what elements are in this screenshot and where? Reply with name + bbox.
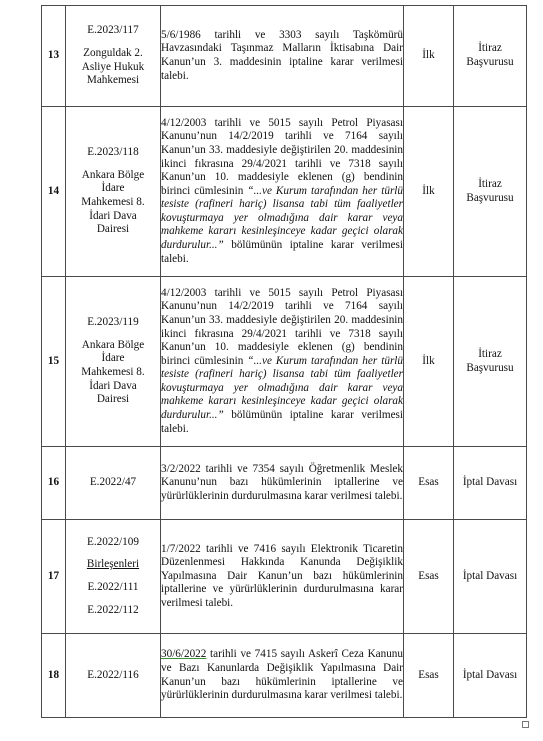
row-number: 14 — [42, 107, 66, 277]
subject-text: bölümünün iptaline karar verilmesi talebi. — [161, 239, 403, 265]
row-number: 17 — [42, 520, 66, 634]
esas-cell — [66, 520, 161, 634]
merged-case-number: E.2022/111 — [87, 581, 139, 593]
court-line: Ankara Bölge — [81, 338, 145, 351]
application-type: İptal Davası — [454, 447, 527, 520]
row-number: 15 — [42, 277, 66, 447]
court-line: Asliye Hukuk — [81, 60, 145, 73]
subject-text: 4/12/2003 tarihli ve 5015 sayılı Petrol Piyasası Kanunu’nun 14/2/2019 tarihli ve 7164 sayılı Kanun’un 33. maddesiyle değiştirilen 20. maddesinin ikinci fıkrasına 29/4/2021 tarihli ve 7318 sayılı Kanun’un 10. maddesiyle eklenen (g) bendinin birinci cümlesinin — [161, 116, 403, 197]
subject-text: tarihli ve 7415 sayılı Askerî Ceza Kanunu ve Bazı Kanunlarda Değişiklik Yapılmasına Dair Kanun’un bazı hükümlerinin iptallerine ve yürürlüklerinin durdurulmasına karar verilmesi talebi. — [161, 648, 403, 702]
subject-cell: 1/7/2022 tarihli ve 7416 sayılı Elektronik Ticaretin Düzenlenmesi Hakkında Kanunda Değişiklik Yapılmasına Dair Kanun’un bazı hükümlerinin iptallerine ve yürürlüklerinin durdurulmasına karar verilmesi talebi. — [161, 520, 404, 634]
court-line: İdare — [101, 182, 125, 195]
subject-cell — [161, 107, 404, 277]
court-line: Mahkemesi — [86, 74, 140, 87]
application-type: İptal Davası — [454, 634, 527, 718]
review-type: İlk — [404, 277, 454, 447]
subject-cell: 3/2/2022 tarihli ve 7354 sayılı Öğretmenlik Meslek Kanunu’nun bazı hükümlerinin iptallerine ve yürürlüklerinin durdurulmasına karar verilmesi talebi. — [161, 447, 404, 520]
review-type: İlk — [404, 6, 454, 107]
table-row — [42, 107, 527, 277]
table-row — [42, 447, 527, 520]
esas-cell — [66, 447, 161, 520]
esas-number: E.2023/117 — [87, 24, 139, 37]
court-line: Dairesi — [96, 223, 130, 236]
subject-quote: “...ve Kurum tarafından her türlü tesiste (rafineri hariç) lisansa tabi tüm faaliyetler kovuşturmaya yer olmadığına dair karar veya mahkeme kararı kesinleşinceye kadar geçici olarak durdurulur...” — [161, 184, 404, 252]
merged-cases-label: Birleşenleri — [86, 558, 140, 571]
subject-text: 4/12/2003 tarihli ve 5015 sayılı Petrol Piyasası Kanunu’nun 14/2/2019 tarihli ve 7164 sayılı Kanun’un 33. maddesiyle değiştirilen 20. maddesinin ikinci fıkrasına 29/4/2021 tarihli ve 7318 sayılı Kanun’un 10. maddesiyle eklenen (g) bendinin birinci cümlesinin — [161, 286, 403, 367]
court-line: Mahkemesi 8. — [81, 366, 145, 378]
esas-cell — [66, 277, 161, 447]
subject-date: 30/6/2022 — [161, 648, 207, 661]
subject-cell — [161, 277, 404, 447]
esas-number: E.2023/118 — [87, 146, 139, 159]
subject-cell: 5/6/1986 tarihli ve 3303 sayılı Taşkömürü Havzasındaki Taşınmaz Malların İktisabına Dair Kanun’un 3. maddesinin iptaline karar verilmesi talebi. — [161, 6, 404, 107]
table-row — [42, 634, 527, 718]
esas-cell — [66, 6, 161, 107]
table-row — [42, 6, 527, 107]
esas-number: E.2022/47 — [89, 476, 137, 489]
esas-cell — [66, 107, 161, 277]
court-line: Mahkemesi 8. — [81, 196, 145, 208]
court-line: İdari Dava — [89, 379, 137, 392]
review-type: Esas — [404, 520, 454, 634]
table-row — [42, 277, 527, 447]
review-type: Esas — [404, 634, 454, 718]
case-table — [41, 5, 527, 718]
subject-quote: “...ve Kurum tarafından her türlü tesiste (rafineri hariç) lisansa tabi tüm faaliyetler kovuşturmaya yer olmadığına dair karar veya mahkeme kararı kesinleşinceye kadar geçici olarak durdurulur...” — [161, 354, 404, 422]
row-number: 18 — [42, 634, 66, 718]
esas-cell — [66, 634, 161, 718]
court-line: Dairesi — [96, 393, 130, 406]
court-line: Zonguldak 2. — [83, 46, 143, 59]
merged-case-number: E.2022/112 — [87, 603, 139, 616]
application-type: İtiraz Başvurusu — [454, 277, 527, 447]
application-type: İptal Davası — [454, 520, 527, 634]
subject-cell — [161, 634, 404, 718]
esas-number: E.2022/109 — [87, 535, 139, 548]
court-line: Ankara Bölge — [81, 168, 145, 181]
row-number: 16 — [42, 447, 66, 520]
review-type: Esas — [404, 447, 454, 520]
court-line: İdare — [101, 352, 125, 365]
subject-text: bölümünün iptaline karar verilmesi talebi. — [161, 409, 403, 435]
review-type: İlk — [404, 107, 454, 277]
esas-number: E.2023/119 — [87, 316, 139, 329]
esas-number: E.2022/116 — [87, 668, 139, 681]
application-type: İtiraz Başvurusu — [454, 107, 527, 277]
row-number: 13 — [42, 6, 66, 107]
court-line: İdari Dava — [89, 209, 137, 222]
table-row — [42, 520, 527, 634]
table-resize-handle[interactable] — [522, 721, 529, 728]
application-type: İtiraz Başvurusu — [454, 6, 527, 107]
